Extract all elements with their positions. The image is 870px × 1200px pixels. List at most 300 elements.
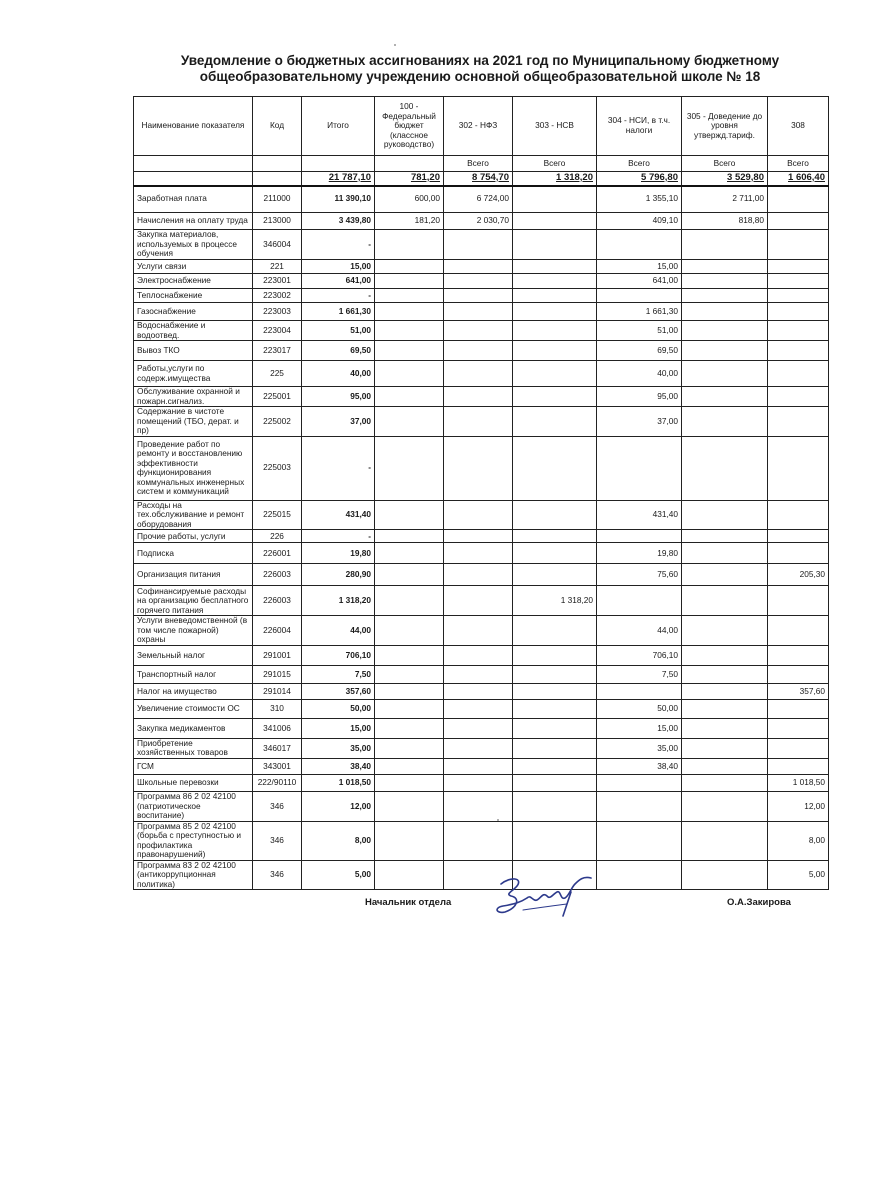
- row-total: 95,00: [302, 387, 375, 407]
- row-c305: [682, 665, 768, 683]
- row-c302: [444, 274, 513, 289]
- row-total: -: [302, 530, 375, 543]
- row-code: 225015: [253, 500, 302, 530]
- header-c100: 100 - Федеральный бюджет (классное руководство): [375, 97, 444, 156]
- row-c303: [513, 645, 597, 665]
- row-name: Транспортный налог: [134, 665, 253, 683]
- row-c308: [768, 321, 829, 341]
- row-c305: [682, 321, 768, 341]
- row-c100: [375, 860, 444, 890]
- row-c304: 40,00: [597, 361, 682, 387]
- row-c302: [444, 500, 513, 530]
- totals-c305: 3 529,80: [682, 172, 768, 186]
- row-c303: [513, 361, 597, 387]
- row-code: 226004: [253, 616, 302, 646]
- row-c303: [513, 543, 597, 564]
- header-name: Наименование показателя: [134, 97, 253, 156]
- row-c100: [375, 407, 444, 437]
- row-c304: [597, 289, 682, 303]
- row-name: Заработная плата: [134, 186, 253, 213]
- row-c305: [682, 303, 768, 321]
- row-c100: 600,00: [375, 186, 444, 213]
- row-name: Работы,услуги по содерж.имущества: [134, 361, 253, 387]
- row-code: 346: [253, 860, 302, 890]
- row-total: 50,00: [302, 699, 375, 718]
- row-total: 1 318,20: [302, 586, 375, 616]
- totals-c303: 1 318,20: [513, 172, 597, 186]
- row-name: Проведение работ по ремонту и восстановлению эффективности функционирования коммунальных инженерных систем и коммуникаций: [134, 436, 253, 500]
- table-row: [134, 186, 829, 213]
- row-c304: 69,50: [597, 341, 682, 361]
- row-total: 69,50: [302, 341, 375, 361]
- row-c302: 6 724,00: [444, 186, 513, 213]
- row-c304: [597, 821, 682, 860]
- row-c304: 95,00: [597, 387, 682, 407]
- header-c308: 308: [768, 97, 829, 156]
- row-c308: [768, 186, 829, 213]
- row-name: Организация питания: [134, 564, 253, 586]
- row-code: 226: [253, 530, 302, 543]
- row-c303: [513, 274, 597, 289]
- row-c305: [682, 791, 768, 821]
- budget-table: [133, 96, 829, 890]
- row-c308: [768, 586, 829, 616]
- table-row: [134, 321, 829, 341]
- row-total: 19,80: [302, 543, 375, 564]
- row-c100: [375, 758, 444, 774]
- row-c305: [682, 341, 768, 361]
- row-name: Софинансируемые расходы на организацию бесплатного горячего питания: [134, 586, 253, 616]
- row-name: Вывоз ТКО: [134, 341, 253, 361]
- row-c305: [682, 361, 768, 387]
- row-c302: [444, 683, 513, 699]
- row-c303: [513, 699, 597, 718]
- row-c304: 35,00: [597, 738, 682, 758]
- totals-c302: 8 754,70: [444, 172, 513, 186]
- table-row: [134, 821, 829, 860]
- row-c305: [682, 436, 768, 500]
- row-c302: [444, 303, 513, 321]
- row-total: 280,90: [302, 564, 375, 586]
- row-code: 225003: [253, 436, 302, 500]
- row-code: 225001: [253, 387, 302, 407]
- row-name: Закупка материалов, используемых в процессе обучения: [134, 230, 253, 260]
- row-total: 8,00: [302, 821, 375, 860]
- row-total: 15,00: [302, 718, 375, 738]
- row-c303: [513, 683, 597, 699]
- row-c308: [768, 500, 829, 530]
- row-c304: 15,00: [597, 260, 682, 274]
- row-c308: [768, 341, 829, 361]
- row-name: Прочие работы, услуги: [134, 530, 253, 543]
- row-c305: [682, 230, 768, 260]
- row-c303: [513, 758, 597, 774]
- subheader-empty: [302, 156, 375, 172]
- row-c304: 1 661,30: [597, 303, 682, 321]
- row-c304: 706,10: [597, 645, 682, 665]
- row-c302: [444, 699, 513, 718]
- row-c303: [513, 341, 597, 361]
- row-name: Программа 85 2 02 42100 (борьба с преступностью и профилактика правонарушений): [134, 821, 253, 860]
- row-name: Школьные перевозки: [134, 774, 253, 791]
- row-total: 35,00: [302, 738, 375, 758]
- row-c302: [444, 665, 513, 683]
- row-c303: [513, 738, 597, 758]
- header-total: Итого: [302, 97, 375, 156]
- row-c304: 15,00: [597, 718, 682, 738]
- row-c305: [682, 260, 768, 274]
- row-c100: 181,20: [375, 213, 444, 230]
- row-c100: [375, 321, 444, 341]
- row-code: 341006: [253, 718, 302, 738]
- title-line-2: общеобразовательному учреждению основной общеобразовательной школе № 18: [199, 69, 761, 84]
- row-c305: [682, 683, 768, 699]
- table-row: [134, 616, 829, 646]
- row-c305: [682, 699, 768, 718]
- row-total: 51,00: [302, 321, 375, 341]
- row-c302: [444, 586, 513, 616]
- table-row: [134, 860, 829, 890]
- row-c304: [597, 683, 682, 699]
- row-c303: [513, 774, 597, 791]
- row-c303: [513, 230, 597, 260]
- row-c304: [597, 586, 682, 616]
- row-c305: [682, 586, 768, 616]
- row-c302: [444, 758, 513, 774]
- row-c303: [513, 186, 597, 213]
- row-c308: [768, 260, 829, 274]
- row-c305: 818,80: [682, 213, 768, 230]
- row-c303: [513, 665, 597, 683]
- row-total: 1 018,50: [302, 774, 375, 791]
- row-code: 346: [253, 791, 302, 821]
- signature-icon: [487, 872, 599, 922]
- row-c100: [375, 303, 444, 321]
- row-c100: [375, 683, 444, 699]
- row-total: -: [302, 230, 375, 260]
- row-c305: [682, 543, 768, 564]
- row-c304: 50,00: [597, 699, 682, 718]
- row-c304: 641,00: [597, 274, 682, 289]
- row-code: 346017: [253, 738, 302, 758]
- row-c100: [375, 586, 444, 616]
- table-row: [134, 500, 829, 530]
- row-code: 223003: [253, 303, 302, 321]
- row-code: 226001: [253, 543, 302, 564]
- row-c100: [375, 341, 444, 361]
- totals-empty: [253, 172, 302, 186]
- row-c100: [375, 500, 444, 530]
- row-c304: [597, 860, 682, 890]
- row-c303: [513, 821, 597, 860]
- row-c304: [597, 436, 682, 500]
- table-row: [134, 407, 829, 437]
- totals-empty: [134, 172, 253, 186]
- totals-c308: 1 606,40: [768, 172, 829, 186]
- table-row: [134, 665, 829, 683]
- row-name: Программа 83 2 02 42100 (антикоррупционная политика): [134, 860, 253, 890]
- signer-name: О.А.Закирова: [727, 897, 791, 908]
- row-c304: 19,80: [597, 543, 682, 564]
- totals-c304: 5 796,80: [597, 172, 682, 186]
- row-total: 15,00: [302, 260, 375, 274]
- subheader-empty: [253, 156, 302, 172]
- row-total: 38,40: [302, 758, 375, 774]
- totals-row: [134, 172, 829, 186]
- row-c308: 8,00: [768, 821, 829, 860]
- table-row: [134, 543, 829, 564]
- row-c302: [444, 543, 513, 564]
- row-c304: 409,10: [597, 213, 682, 230]
- row-total: 44,00: [302, 616, 375, 646]
- row-c308: 205,30: [768, 564, 829, 586]
- row-c304: 44,00: [597, 616, 682, 646]
- row-c100: [375, 564, 444, 586]
- row-c305: [682, 407, 768, 437]
- subheader-all: Всего: [768, 156, 829, 172]
- row-c302: [444, 341, 513, 361]
- row-name: Содержание в чистоте помещений (ТБО, дерат. и пр): [134, 407, 253, 437]
- row-c304: [597, 530, 682, 543]
- row-code: 223017: [253, 341, 302, 361]
- row-name: Услуги связи: [134, 260, 253, 274]
- row-c302: [444, 230, 513, 260]
- row-c100: [375, 665, 444, 683]
- row-name: Услуги вневедомственной (в том числе пожарной) охраны: [134, 616, 253, 646]
- row-c308: 12,00: [768, 791, 829, 821]
- table-row: [134, 303, 829, 321]
- title-line-1: Уведомление о бюджетных ассигнованиях на 2021 год по Муниципальному бюджетному: [180, 53, 780, 68]
- row-c303: [513, 564, 597, 586]
- row-code: 222/90110: [253, 774, 302, 791]
- table-row: [134, 699, 829, 718]
- row-c308: [768, 361, 829, 387]
- row-name: ГСМ: [134, 758, 253, 774]
- row-total: 1 661,30: [302, 303, 375, 321]
- row-c308: [768, 213, 829, 230]
- row-c308: [768, 436, 829, 500]
- row-c305: [682, 821, 768, 860]
- row-total: 431,40: [302, 500, 375, 530]
- row-c302: [444, 530, 513, 543]
- row-c302: [444, 361, 513, 387]
- row-c302: [444, 774, 513, 791]
- row-total: 706,10: [302, 645, 375, 665]
- table-row: [134, 274, 829, 289]
- row-c308: 5,00: [768, 860, 829, 890]
- row-c100: [375, 260, 444, 274]
- subheader-empty: [375, 156, 444, 172]
- row-c303: [513, 791, 597, 821]
- row-c100: [375, 387, 444, 407]
- row-c308: [768, 699, 829, 718]
- row-c302: [444, 738, 513, 758]
- table-row: [134, 387, 829, 407]
- row-c308: [768, 665, 829, 683]
- row-c308: [768, 289, 829, 303]
- row-c100: [375, 774, 444, 791]
- row-c303: [513, 321, 597, 341]
- row-c308: [768, 645, 829, 665]
- row-c302: [444, 616, 513, 646]
- row-code: 226003: [253, 564, 302, 586]
- subheader-empty: [134, 156, 253, 172]
- header-c303: 303 - НСВ: [513, 97, 597, 156]
- row-c305: [682, 500, 768, 530]
- row-c304: 1 355,10: [597, 186, 682, 213]
- row-c302: [444, 260, 513, 274]
- row-c305: [682, 289, 768, 303]
- row-total: -: [302, 289, 375, 303]
- row-name: Обслуживание охранной и пожарн.сигнализ.: [134, 387, 253, 407]
- row-name: Программа 86 2 02 42100 (патриотическое воспитание): [134, 791, 253, 821]
- row-c100: [375, 718, 444, 738]
- subheader-row: [134, 156, 829, 172]
- row-c305: [682, 645, 768, 665]
- row-c100: [375, 738, 444, 758]
- row-code: 343001: [253, 758, 302, 774]
- table-row: [134, 586, 829, 616]
- row-c308: [768, 616, 829, 646]
- table-row: [134, 791, 829, 821]
- row-c305: [682, 774, 768, 791]
- row-c302: [444, 436, 513, 500]
- table-row: [134, 289, 829, 303]
- row-total: 12,00: [302, 791, 375, 821]
- row-c302: [444, 407, 513, 437]
- row-c303: [513, 407, 597, 437]
- row-c100: [375, 361, 444, 387]
- subheader-all: Всего: [682, 156, 768, 172]
- row-c100: [375, 543, 444, 564]
- row-c303: [513, 213, 597, 230]
- row-name: Водоснабжение и водоотвед.: [134, 321, 253, 341]
- row-c305: [682, 860, 768, 890]
- table-row: [134, 645, 829, 665]
- row-c302: [444, 791, 513, 821]
- row-name: Начисления на оплату труда: [134, 213, 253, 230]
- row-name: Налог на имущество: [134, 683, 253, 699]
- row-c100: [375, 791, 444, 821]
- header-code: Код: [253, 97, 302, 156]
- row-total: 3 439,80: [302, 213, 375, 230]
- row-c302: [444, 645, 513, 665]
- row-c305: [682, 274, 768, 289]
- row-c100: [375, 616, 444, 646]
- row-name: Приобретение хозяйственных товаров: [134, 738, 253, 758]
- row-code: 225: [253, 361, 302, 387]
- row-c303: [513, 436, 597, 500]
- row-c303: [513, 387, 597, 407]
- table-row: [134, 564, 829, 586]
- table-row: [134, 436, 829, 500]
- subheader-all: Всего: [513, 156, 597, 172]
- row-c100: [375, 530, 444, 543]
- row-c308: [768, 303, 829, 321]
- row-name: Теплоснабжение: [134, 289, 253, 303]
- totals-c100: 781,20: [375, 172, 444, 186]
- document-title: [120, 53, 840, 85]
- header-c304: 304 - НСИ, в т.ч. налоги: [597, 97, 682, 156]
- row-c304: 51,00: [597, 321, 682, 341]
- row-total: 40,00: [302, 361, 375, 387]
- row-code: 226003: [253, 586, 302, 616]
- row-c304: [597, 774, 682, 791]
- row-c303: [513, 616, 597, 646]
- row-total: -: [302, 436, 375, 500]
- row-c308: [768, 407, 829, 437]
- row-c100: [375, 821, 444, 860]
- row-c305: [682, 564, 768, 586]
- row-c100: [375, 289, 444, 303]
- row-code: 225002: [253, 407, 302, 437]
- row-c304: 38,40: [597, 758, 682, 774]
- header-c302: 302 - НФЗ: [444, 97, 513, 156]
- table-row: [134, 230, 829, 260]
- row-total: 641,00: [302, 274, 375, 289]
- row-c304: 37,00: [597, 407, 682, 437]
- signer-position: Начальник отдела: [365, 897, 452, 908]
- row-c302: [444, 321, 513, 341]
- row-c308: [768, 738, 829, 758]
- row-c305: [682, 530, 768, 543]
- row-total: 5,00: [302, 860, 375, 890]
- table-row: [134, 260, 829, 274]
- row-name: Расходы на тех.обслуживание и ремонт оборудования: [134, 500, 253, 530]
- row-total: 37,00: [302, 407, 375, 437]
- row-c303: [513, 303, 597, 321]
- row-c303: [513, 718, 597, 738]
- row-total: 357,60: [302, 683, 375, 699]
- row-code: 346004: [253, 230, 302, 260]
- row-c302: [444, 289, 513, 303]
- table-row: [134, 530, 829, 543]
- row-c305: [682, 758, 768, 774]
- row-c302: [444, 718, 513, 738]
- row-total: 7,50: [302, 665, 375, 683]
- row-c100: [375, 645, 444, 665]
- table-row: [134, 683, 829, 699]
- row-c304: [597, 230, 682, 260]
- row-c304: 7,50: [597, 665, 682, 683]
- scan-speck: [394, 44, 396, 46]
- row-total: 11 390,10: [302, 186, 375, 213]
- row-c302: [444, 387, 513, 407]
- row-c305: 2 711,00: [682, 186, 768, 213]
- row-c100: [375, 230, 444, 260]
- table-row: [134, 718, 829, 738]
- row-name: Закупка медикаментов: [134, 718, 253, 738]
- row-code: 291014: [253, 683, 302, 699]
- row-code: 346: [253, 821, 302, 860]
- row-name: Подписка: [134, 543, 253, 564]
- table-row: [134, 758, 829, 774]
- row-name: Электроснабжение: [134, 274, 253, 289]
- subheader-all: Всего: [444, 156, 513, 172]
- row-c305: [682, 718, 768, 738]
- row-c100: [375, 436, 444, 500]
- subheader-all: Всего: [597, 156, 682, 172]
- row-code: 291015: [253, 665, 302, 683]
- row-code: 213000: [253, 213, 302, 230]
- scan-speck: [497, 819, 499, 821]
- row-c308: [768, 530, 829, 543]
- row-code: 223004: [253, 321, 302, 341]
- table-row: [134, 341, 829, 361]
- row-c308: 357,60: [768, 683, 829, 699]
- row-code: 223002: [253, 289, 302, 303]
- row-c303: [513, 260, 597, 274]
